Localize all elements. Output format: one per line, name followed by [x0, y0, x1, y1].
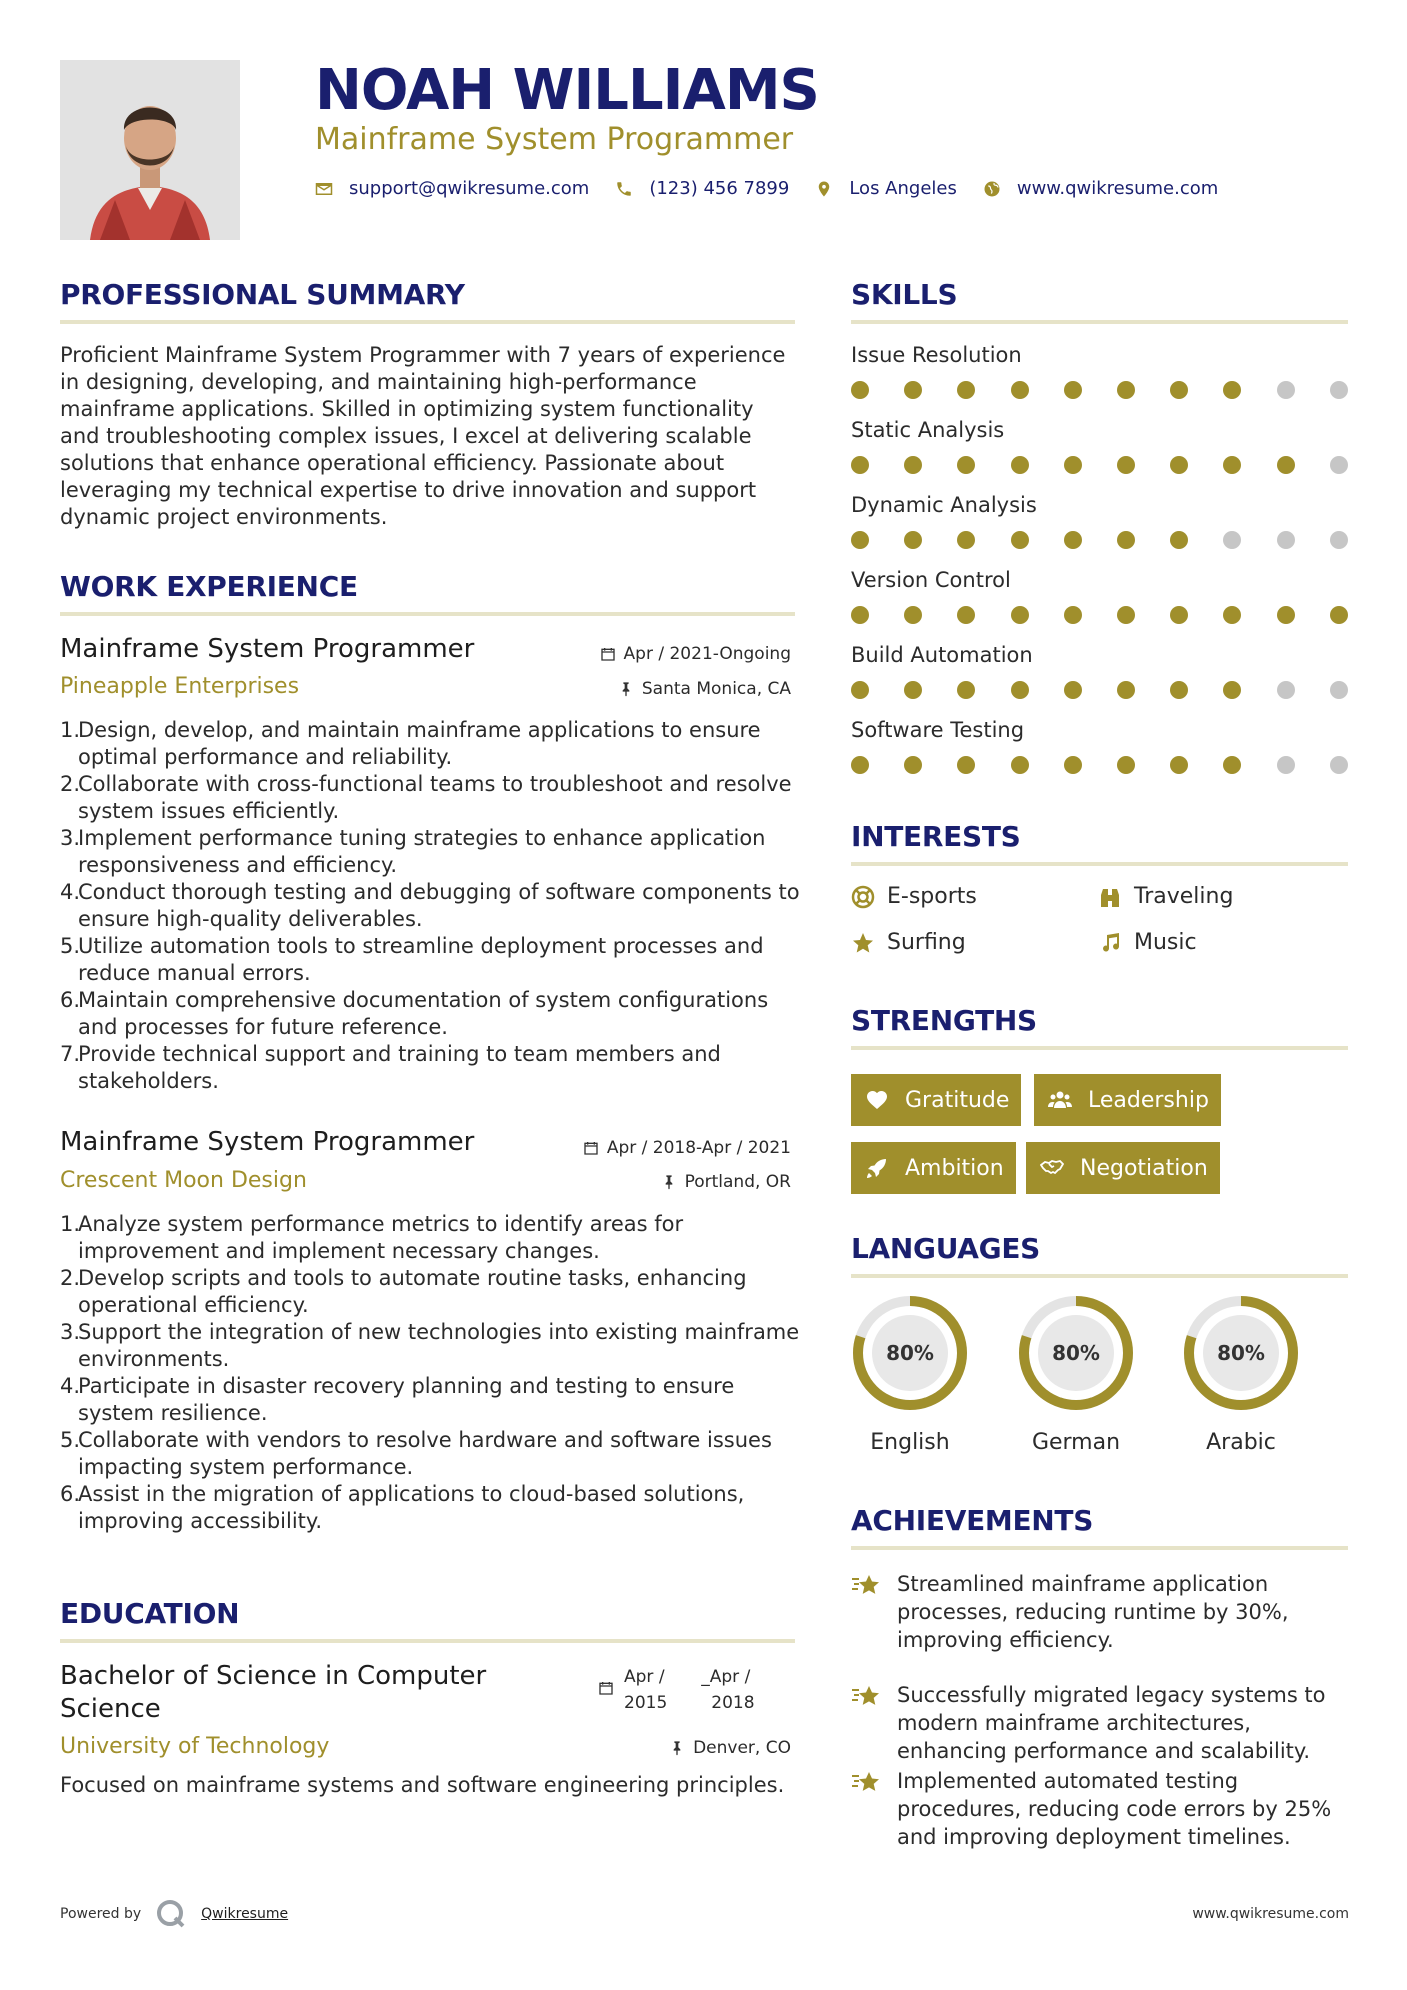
rating-dot-filled	[1064, 456, 1082, 474]
skills-heading: SKILLS	[851, 278, 958, 311]
job-1-duties	[60, 717, 800, 1095]
users-icon	[1048, 1088, 1072, 1112]
rating-dot-filled	[851, 756, 869, 774]
rating-dot-filled	[1223, 606, 1241, 624]
skill-name: Issue Resolution	[851, 343, 1022, 367]
rating-dot-filled	[1064, 681, 1082, 699]
education-location: Denver, CO	[669, 1738, 791, 1758]
skills-divider	[851, 320, 1348, 324]
footer-brand-link[interactable]: Qwikresume	[201, 1906, 289, 1922]
strength-negotiation: Negotiation	[1026, 1142, 1220, 1194]
strength-gratitude: Gratitude	[851, 1074, 1021, 1126]
location-text: Los Angeles	[849, 178, 957, 199]
rating-dot-filled	[851, 456, 869, 474]
rating-dot-filled	[1170, 606, 1188, 624]
language-name: German	[1031, 1430, 1121, 1455]
strength-ambition: Ambition	[851, 1142, 1016, 1194]
job-2-location: Portland, OR	[661, 1172, 791, 1192]
rocket-icon	[865, 1156, 889, 1180]
job-2-duties	[60, 1211, 800, 1535]
skill-rating	[851, 680, 1348, 700]
candidate-name: NOAH WILLIAMS	[315, 58, 819, 123]
rating-dot-filled	[1330, 606, 1348, 624]
calendar-icon	[600, 646, 616, 662]
education-start: Apr / 2015	[624, 1667, 668, 1713]
rating-dot-filled	[851, 531, 869, 549]
education-description: Focused on mainframe systems and software engineering principles.	[60, 1773, 785, 1797]
music-note-icon	[1098, 931, 1122, 955]
contact-location	[815, 178, 957, 199]
candidate-title: Mainframe System Programmer	[315, 122, 794, 157]
footer-powered-by: Powered by Qwikresume	[60, 1898, 288, 1930]
language-percent: 80%	[1052, 1341, 1100, 1365]
footer-url[interactable]: www.qwikresume.com	[1192, 1906, 1349, 1922]
globe-icon	[983, 180, 1001, 198]
skill-rating	[851, 605, 1348, 625]
phone-text: (123) 456 7899	[649, 178, 790, 199]
rating-dot-filled	[851, 606, 869, 624]
rating-dot-filled	[1170, 681, 1188, 699]
star-trophy-icon	[851, 1683, 883, 1711]
list-item: 6. Maintain comprehensive documentation of system configurations and processes for future reference.	[60, 988, 769, 1039]
rating-dot-empty	[1330, 381, 1348, 399]
rating-dot-filled	[904, 531, 922, 549]
skill-rating	[851, 455, 1348, 475]
rating-dot-filled	[1117, 381, 1135, 399]
star-trophy-icon	[851, 1572, 883, 1600]
rating-dot-filled	[1011, 681, 1029, 699]
rating-dot-empty	[1277, 681, 1295, 699]
rating-dot-filled	[904, 381, 922, 399]
rating-dot-filled	[1117, 531, 1135, 549]
skill-name: Build Automation	[851, 643, 1033, 667]
envelope-icon	[315, 180, 333, 198]
rating-dot-filled	[1011, 756, 1029, 774]
job-2-company: Crescent Moon Design	[60, 1168, 307, 1193]
skill-name: Software Testing	[851, 718, 1025, 742]
rating-dot-empty	[1223, 531, 1241, 549]
rating-dot-filled	[1011, 456, 1029, 474]
contact-phone[interactable]	[615, 178, 789, 199]
job-2-title: Mainframe System Programmer	[60, 1127, 475, 1157]
job-1-title: Mainframe System Programmer	[60, 634, 475, 664]
education-divider	[60, 1639, 795, 1643]
rating-dot-filled	[957, 756, 975, 774]
skill-name: Static Analysis	[851, 418, 1005, 442]
contact-website[interactable]	[983, 178, 1218, 199]
rating-dot-filled	[1170, 756, 1188, 774]
interest-esports: E-sports	[851, 884, 977, 909]
rating-dot-empty	[1330, 456, 1348, 474]
rating-dot-filled	[1064, 756, 1082, 774]
language-ring	[1015, 1292, 1137, 1414]
rating-dot-filled	[957, 681, 975, 699]
rating-dot-filled	[957, 531, 975, 549]
rating-dot-filled	[904, 681, 922, 699]
skill-name: Version Control	[851, 568, 1011, 592]
language-percent: 80%	[1217, 1341, 1265, 1365]
job-1-date: Apr / 2021-Ongoing	[600, 644, 791, 664]
pin-icon	[669, 1740, 685, 1756]
rating-dot-empty	[1330, 756, 1348, 774]
strengths-divider	[851, 1046, 1348, 1050]
list-item: 1. Design, develop, and maintain mainframe applications to ensure optimal performance and reliability.	[60, 718, 761, 769]
interest-music: Music	[1098, 930, 1197, 955]
job-2-date: Apr / 2018-Apr / 2021	[583, 1138, 791, 1158]
degree-title: Bachelor of Science in Computer Science	[60, 1661, 487, 1724]
skill-name: Dynamic Analysis	[851, 493, 1037, 517]
rating-dot-filled	[1223, 756, 1241, 774]
list-item: 3. Implement performance tuning strategies to enhance application responsiveness and efficiency.	[60, 826, 766, 877]
achievements-heading: ACHIEVEMENTS	[851, 1504, 1094, 1537]
website-text: www.qwikresume.com	[1016, 178, 1219, 199]
interests-divider	[851, 862, 1348, 866]
rating-dot-empty	[1277, 756, 1295, 774]
email-text: support@qwikresume.com	[349, 178, 590, 199]
rating-dot-filled	[1277, 606, 1295, 624]
rating-dot-filled	[1064, 606, 1082, 624]
rating-dot-filled	[1223, 681, 1241, 699]
rating-dot-filled	[1223, 456, 1241, 474]
contact-email[interactable]	[315, 178, 589, 199]
list-item: 4. Participate in disaster recovery planning and testing to ensure system resilience.	[60, 1374, 735, 1425]
contact-bar	[315, 178, 1244, 199]
language-ring	[849, 1292, 971, 1414]
list-item: 2. Develop scripts and tools to automate routine tasks, enhancing operational efficiency.	[60, 1266, 747, 1317]
rating-dot-filled	[904, 606, 922, 624]
person-portrait-icon	[60, 60, 240, 240]
languages-divider	[851, 1274, 1348, 1278]
rating-dot-filled	[1170, 531, 1188, 549]
qwikresume-logo-icon	[155, 1898, 187, 1930]
rating-dot-filled	[1011, 381, 1029, 399]
experience-heading: WORK EXPERIENCE	[60, 570, 358, 603]
achievement-3: Implemented automated testing procedures, reducing code errors by 25% and improving deployment timelines.	[851, 1767, 1351, 1851]
rating-dot-filled	[1064, 531, 1082, 549]
summary-text: Proficient Mainframe System Programmer with 7 years of experience in designing, developing, and maintaining high-performance mainframe applications. Skilled in optimizing system functionality and troubleshooting complex issues, I excel at delivering scalable solutions that enhance operational efficiency. Passionate about leveraging my technical expertise to drive innovation and support dynamic project environments.	[60, 343, 786, 529]
rating-dot-filled	[1170, 381, 1188, 399]
rating-dot-empty	[1277, 381, 1295, 399]
language-name: Arabic	[1206, 1430, 1276, 1455]
achievement-2: Successfully migrated legacy systems to modern mainframe architectures, enhancing performance and scalability.	[851, 1681, 1351, 1765]
strengths-heading: STRENGTHS	[851, 1004, 1037, 1037]
rating-dot-filled	[957, 381, 975, 399]
binoculars-icon	[1098, 885, 1122, 909]
list-item: 3. Support the integration of new technologies into existing mainframe environments.	[60, 1320, 800, 1371]
skill-rating	[851, 380, 1348, 400]
rating-dot-filled	[904, 756, 922, 774]
rating-dot-filled	[904, 456, 922, 474]
achievements-divider	[851, 1546, 1348, 1550]
skill-rating	[851, 755, 1348, 775]
job-1-location: Santa Monica, CA	[618, 679, 791, 699]
education-heading: EDUCATION	[60, 1597, 240, 1630]
summary-divider	[60, 320, 795, 324]
interest-traveling: Traveling	[1098, 884, 1233, 909]
star-trophy-icon	[851, 1769, 883, 1797]
map-pin-icon	[815, 180, 833, 198]
lifebuoy-icon	[851, 885, 875, 909]
education-dates	[598, 1664, 755, 1716]
language-ring	[1180, 1292, 1302, 1414]
calendar-icon	[598, 1680, 614, 1696]
languages-heading: LANGUAGES	[851, 1232, 1041, 1265]
list-item: 5. Utilize automation tools to streamline deployment processes and reduce manual errors.	[60, 934, 764, 985]
pin-icon	[661, 1174, 677, 1190]
rating-dot-filled	[1170, 456, 1188, 474]
rating-dot-empty	[1277, 531, 1295, 549]
star-icon	[851, 931, 875, 955]
list-item: 2. Collaborate with cross-functional teams to troubleshoot and resolve system issues efficiently.	[60, 772, 792, 823]
language-percent: 80%	[886, 1341, 934, 1365]
skill-rating	[851, 530, 1348, 550]
rating-dot-filled	[1011, 531, 1029, 549]
handshake-icon	[1040, 1156, 1064, 1180]
strength-leadership: Leadership	[1034, 1074, 1221, 1126]
summary-heading: PROFESSIONAL SUMMARY	[60, 278, 465, 311]
rating-dot-empty	[1330, 681, 1348, 699]
rating-dot-filled	[1117, 456, 1135, 474]
list-item: 6. Assist in the migration of applications to cloud-based solutions, improving accessibility.	[60, 1482, 745, 1533]
rating-dot-empty	[1330, 531, 1348, 549]
interest-surfing: Surfing	[851, 930, 966, 955]
list-item: 1. Analyze system performance metrics to identify areas for improvement and implement necessary changes.	[60, 1212, 684, 1263]
school-name: University of Technology	[60, 1734, 330, 1759]
pin-icon	[618, 681, 634, 697]
rating-dot-filled	[957, 606, 975, 624]
rating-dot-filled	[1011, 606, 1029, 624]
rating-dot-filled	[1064, 381, 1082, 399]
achievement-1: Streamlined mainframe application processes, reducing runtime by 30%, improving efficiency.	[851, 1570, 1351, 1654]
profile-photo	[60, 60, 240, 240]
calendar-icon	[583, 1140, 599, 1156]
job-1-company: Pineapple Enterprises	[60, 674, 300, 699]
rating-dot-filled	[957, 456, 975, 474]
rating-dot-filled	[1117, 756, 1135, 774]
rating-dot-filled	[851, 381, 869, 399]
rating-dot-filled	[1223, 381, 1241, 399]
rating-dot-filled	[851, 681, 869, 699]
rating-dot-filled	[1117, 606, 1135, 624]
phone-icon	[615, 180, 633, 198]
rating-dot-filled	[1117, 681, 1135, 699]
list-item: 5. Collaborate with vendors to resolve hardware and software issues impacting system performance.	[60, 1428, 772, 1479]
list-item: 4. Conduct thorough testing and debugging of software components to ensure high-quality deliverables.	[60, 880, 800, 931]
interests-heading: INTERESTS	[851, 820, 1021, 853]
education-end: _Apr / 2018	[701, 1667, 755, 1713]
heart-icon	[865, 1088, 889, 1112]
language-name: English	[870, 1430, 950, 1455]
rating-dot-filled	[1277, 456, 1295, 474]
list-item: 7. Provide technical support and training to team members and stakeholders.	[60, 1042, 721, 1093]
experience-divider	[60, 612, 795, 616]
